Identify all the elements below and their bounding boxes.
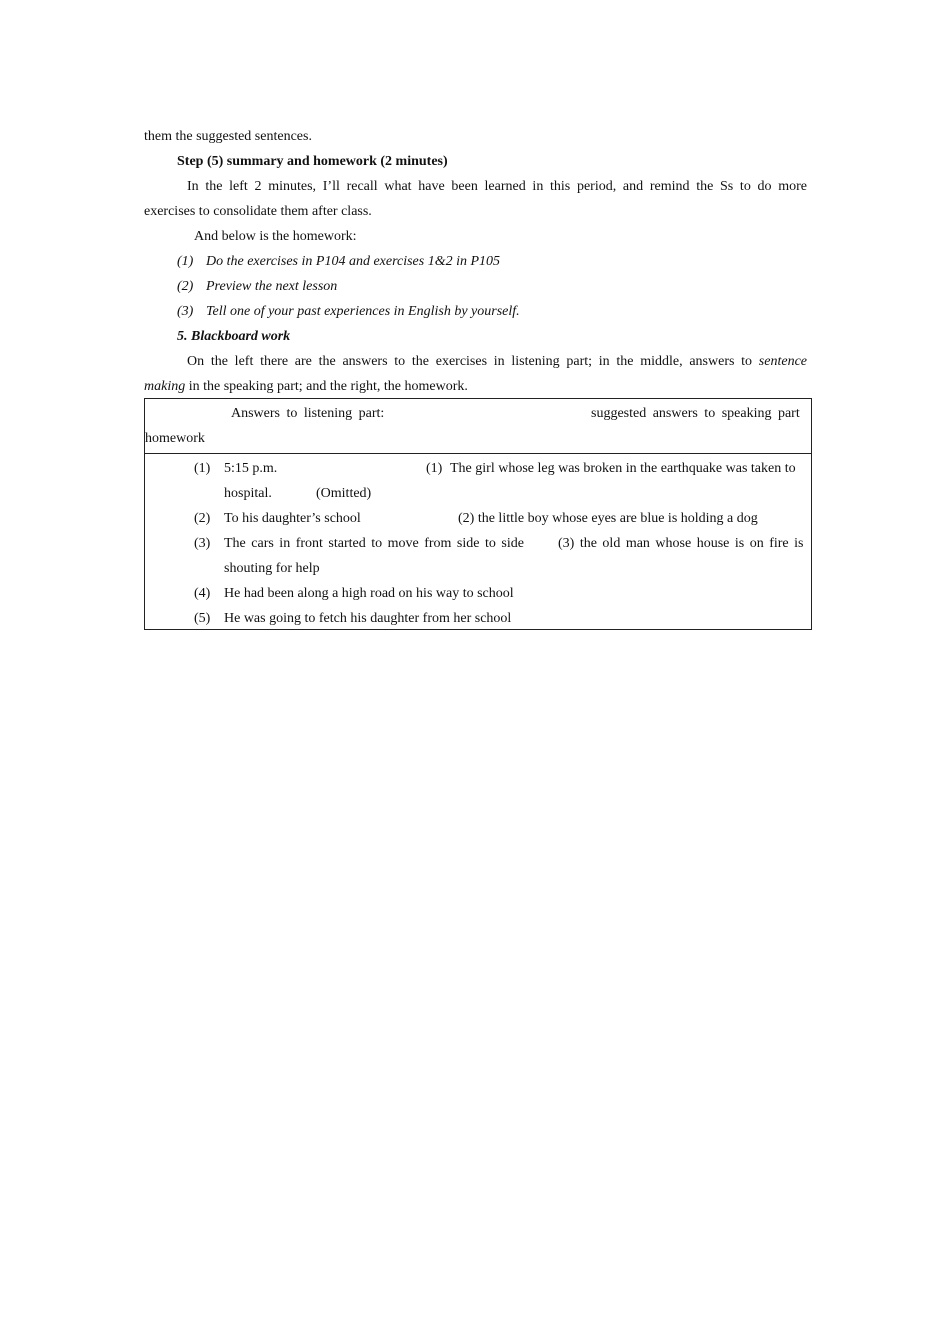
homework-item: (3) Tell one of your past experiences in English by yourself. xyxy=(177,304,520,319)
document-body xyxy=(144,124,807,399)
speaking-answer: (2) the little boy whose eyes are blue is holding a dog xyxy=(458,511,758,526)
col-header-homework: homework xyxy=(145,431,205,446)
step5-heading: Step (5) summary and homework (2 minutes) xyxy=(177,154,448,169)
blackboard-table: Answers to listening part: suggested answers to speaking part homework (1) 5:15 p.m. (2) To his daughter’s school (3) The cars in front started to move from side to side (4) He had been along a high road on his way to school (5) He was going to fetch his daughter from her school (1) The girl whose leg was broken in the earthquake was taken to hospital. (Omitted) (2) the little boy whose eyes are blue is holding a dog (3) the old man whose house is on fire is shouting for help xyxy=(144,398,812,630)
homework-item: (1) Do the exercises in P104 and exercises 1&2 in P105 xyxy=(177,254,501,269)
paragraph-line: making in the speaking part; and the right, the homework. xyxy=(144,379,468,394)
table-header xyxy=(145,399,811,454)
col-header-speaking: suggested answers to speaking part xyxy=(591,406,800,421)
blackboard-heading: 5. Blackboard work xyxy=(177,329,291,344)
paragraph-line: On the left there are the answers to the exercises in listening part; in the middle, answers to sentence xyxy=(187,354,807,369)
paragraph: them the suggested sentences. xyxy=(144,129,312,144)
homework-cell: (Omitted) xyxy=(316,486,372,501)
paragraph-line: In the left 2 minutes, I’ll recall what have been learned in this period, and remind the Ss to do more xyxy=(187,179,807,194)
homework-item: (2) Preview the next lesson xyxy=(177,279,338,294)
paragraph-line: exercises to consolidate them after class. xyxy=(144,204,372,219)
paragraph: And below is the homework: xyxy=(194,229,357,244)
col-header-listening: Answers to listening part: xyxy=(231,406,385,421)
